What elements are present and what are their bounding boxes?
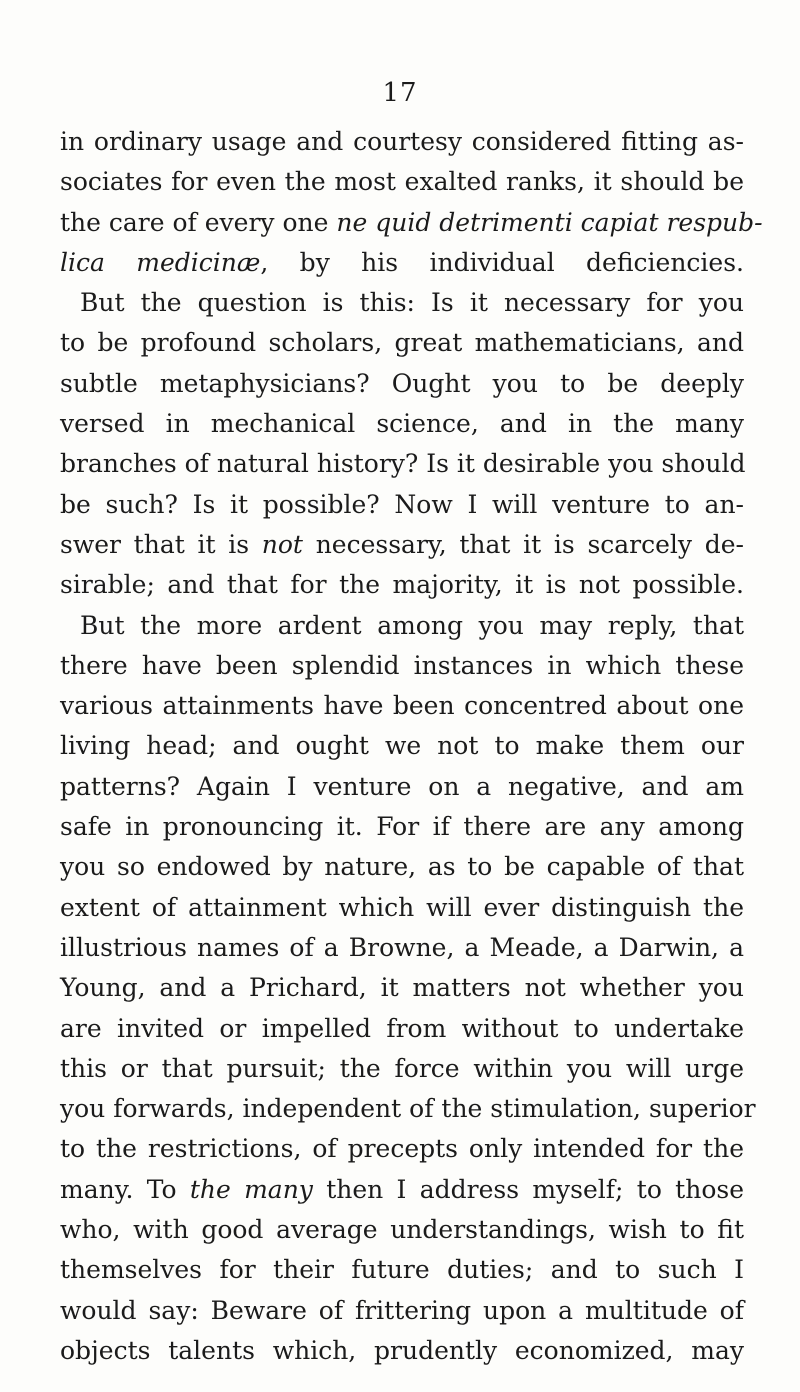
text-segment: you so endowed by nature, as to be capable of that xyxy=(60,852,744,882)
text-segment: this or that pursuit; the force within you will urge xyxy=(60,1053,744,1083)
text-line xyxy=(60,726,744,766)
text-line xyxy=(60,767,744,807)
text-segment: who, with good average understandings, wish to fit xyxy=(60,1215,744,1245)
text-line xyxy=(60,525,744,565)
text-line xyxy=(60,606,744,646)
text-line xyxy=(60,1129,744,1169)
text-line xyxy=(60,1331,744,1371)
text-line xyxy=(60,1009,744,1049)
text-segment: swer that it is xyxy=(60,529,262,559)
text-line xyxy=(60,162,744,202)
text-line xyxy=(60,283,744,323)
text-segment: are invited or impelled from without to undertake xyxy=(60,1013,744,1043)
text-line xyxy=(60,485,744,525)
text-line xyxy=(60,1089,756,1129)
text-segment: patterns? Again I venture on a negative, and am xyxy=(60,771,744,801)
text-segment: illustrious names of a Browne, a Meade, a Darwin, a xyxy=(60,932,744,962)
text-segment: branches of natural history? Is it desirable you should xyxy=(60,449,746,479)
text-segment: themselves for their future duties; and to such I xyxy=(60,1255,744,1285)
text-line xyxy=(60,1291,744,1331)
text-line xyxy=(60,404,744,444)
text-line xyxy=(60,243,744,283)
text-segment: subtle metaphysicians? Ought you to be deeply xyxy=(60,368,744,398)
text-segment: to the restrictions, of precepts only intended for the xyxy=(60,1134,744,1164)
text-line xyxy=(60,807,744,847)
text-segment: to be profound scholars, great mathematicians, and xyxy=(60,328,744,358)
text-segment: various attainments have been concentred about one xyxy=(60,691,744,721)
text-line xyxy=(60,122,744,162)
text-line xyxy=(60,565,744,605)
text-line xyxy=(60,444,744,484)
text-segment: But the more ardent among you may reply, that xyxy=(80,610,744,640)
text-segment: living head; and ought we not to make them our xyxy=(60,731,744,761)
text-line xyxy=(60,928,744,968)
italic-phrase: ne quid detrimenti capiat respub- xyxy=(336,207,763,237)
text-segment: versed in mechanical science, and in the many xyxy=(60,409,744,439)
text-line xyxy=(60,1250,744,1290)
italic-phrase: lica medicinæ xyxy=(60,247,261,277)
text-segment: necessary, that it is scarcely de- xyxy=(302,529,745,559)
text-segment: But the question is this: Is it necessary for you xyxy=(80,288,744,318)
text-segment: be such? Is it possible? Now I will venture to an- xyxy=(60,489,744,519)
text-segment: would say: Beware of frittering upon a multitude of xyxy=(60,1295,744,1325)
text-segment: sociates for even the most exalted ranks, it should be xyxy=(60,167,744,197)
text-line xyxy=(60,968,744,1008)
text-segment: Young, and a Prichard, it matters not whether you xyxy=(60,973,744,1003)
text-segment: many. To xyxy=(60,1174,190,1204)
text-segment: there have been splendid instances in which these xyxy=(60,650,744,680)
body-text xyxy=(60,122,763,1371)
page-number: 17 xyxy=(382,78,418,108)
text-line xyxy=(60,646,744,686)
text-line xyxy=(60,203,763,243)
text-line xyxy=(60,364,744,404)
text-segment: , by his individual deficiencies. xyxy=(260,247,744,277)
text-segment: in ordinary usage and courtesy considered fitting as- xyxy=(60,127,744,156)
text-segment: you forwards, independent of the stimulation, superior xyxy=(60,1094,756,1124)
text-segment: the care of every one xyxy=(60,207,337,237)
text-line xyxy=(60,888,744,928)
text-line xyxy=(60,847,744,887)
text-line xyxy=(60,1049,744,1089)
text-line xyxy=(60,686,744,726)
italic-phrase: not xyxy=(261,529,303,559)
italic-phrase: the many xyxy=(189,1174,313,1204)
text-segment: extent of attainment which will ever distinguish the xyxy=(60,892,744,922)
text-segment: then I address myself; to those xyxy=(312,1174,744,1204)
text-segment: safe in pronouncing it. For if there are any among xyxy=(60,812,744,842)
text-line xyxy=(60,1210,744,1250)
text-line xyxy=(60,323,744,363)
text-segment: sirable; and that for the majority, it is not possible. xyxy=(60,570,744,600)
text-segment: objects talents which, prudently economized, may xyxy=(60,1335,744,1365)
text-line xyxy=(60,1170,744,1210)
